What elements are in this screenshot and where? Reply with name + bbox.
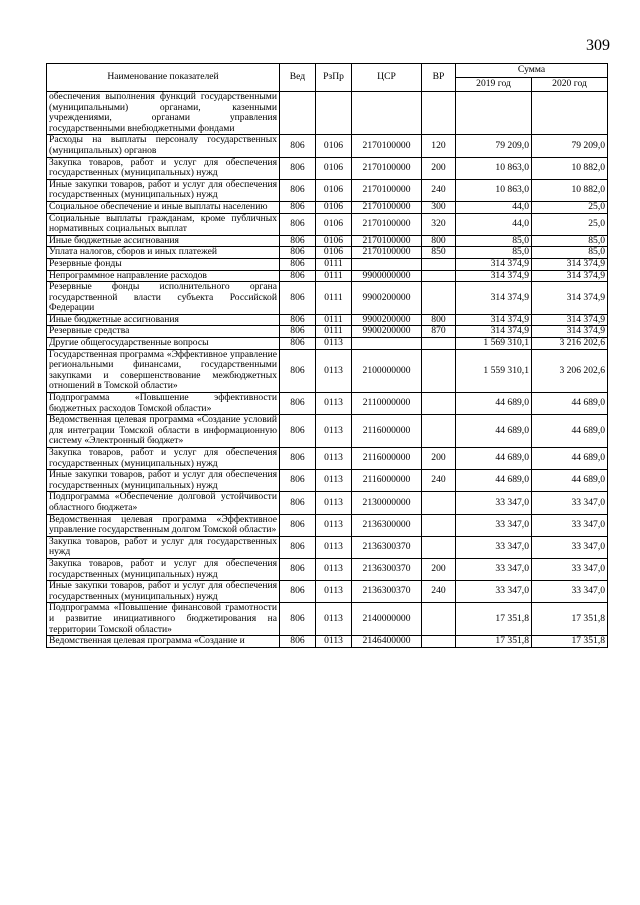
table-row bbox=[47, 92, 608, 135]
cell-rzpr: 0113 bbox=[316, 492, 352, 514]
cell-csr: 9900200000 bbox=[352, 282, 422, 315]
cell-rzpr: 0106 bbox=[316, 213, 352, 235]
cell-rzpr: 0106 bbox=[316, 247, 352, 259]
cell-2020: 25,0 bbox=[532, 201, 608, 213]
cell-vr bbox=[422, 636, 456, 648]
cell-name: Уплата налогов, сборов и иных платежей bbox=[47, 247, 280, 259]
table-row bbox=[47, 179, 608, 201]
cell-2019: 33 347,0 bbox=[456, 514, 532, 536]
table-row bbox=[47, 270, 608, 282]
cell-name: Расходы на выплаты персоналу государственных (муниципальных) органов bbox=[47, 135, 280, 157]
cell-rzpr: 0113 bbox=[316, 470, 352, 492]
cell-csr bbox=[352, 92, 422, 135]
cell-2019: 44 689,0 bbox=[456, 470, 532, 492]
cell-vr: 240 bbox=[422, 179, 456, 201]
cell-csr: 2116000000 bbox=[352, 448, 422, 470]
table-row bbox=[47, 558, 608, 580]
cell-2019 bbox=[456, 92, 532, 135]
cell-2019: 17 351,8 bbox=[456, 603, 532, 636]
cell-2020: 33 347,0 bbox=[532, 581, 608, 603]
cell-2019: 314 374,9 bbox=[456, 314, 532, 326]
cell-2019: 44,0 bbox=[456, 213, 532, 235]
cell-name: Ведомственная целевая программа «Эффективное управление государственным долгом Томской области» bbox=[47, 514, 280, 536]
table-row bbox=[47, 282, 608, 315]
cell-ved: 806 bbox=[280, 514, 316, 536]
cell-vr: 850 bbox=[422, 247, 456, 259]
cell-rzpr: 0106 bbox=[316, 157, 352, 179]
cell-vr: 200 bbox=[422, 558, 456, 580]
cell-ved: 806 bbox=[280, 201, 316, 213]
cell-ved: 806 bbox=[280, 282, 316, 315]
table-row bbox=[47, 393, 608, 415]
cell-2019: 44 689,0 bbox=[456, 415, 532, 448]
cell-ved: 806 bbox=[280, 247, 316, 259]
cell-2019: 1 559 310,1 bbox=[456, 349, 532, 392]
cell-ved: 806 bbox=[280, 213, 316, 235]
cell-csr: 2136300370 bbox=[352, 581, 422, 603]
cell-name: Закупка товаров, работ и услуг для обеспечения государственных (муниципальных) нужд bbox=[47, 157, 280, 179]
cell-rzpr: 0106 bbox=[316, 135, 352, 157]
cell-2020: 10 882,0 bbox=[532, 179, 608, 201]
cell-ved: 806 bbox=[280, 581, 316, 603]
cell-rzpr: 0113 bbox=[316, 448, 352, 470]
cell-2019: 314 374,9 bbox=[456, 326, 532, 338]
cell-vr: 870 bbox=[422, 326, 456, 338]
cell-vr: 240 bbox=[422, 581, 456, 603]
cell-name: Подпрограмма «Обеспечение долговой устойчивости областного бюджета» bbox=[47, 492, 280, 514]
table-header bbox=[47, 64, 608, 92]
cell-vr bbox=[422, 270, 456, 282]
cell-name: Резервные средства bbox=[47, 326, 280, 338]
cell-csr: 2170100000 bbox=[352, 157, 422, 179]
page-number: 309 bbox=[586, 37, 610, 54]
cell-csr: 2170100000 bbox=[352, 247, 422, 259]
cell-ved: 806 bbox=[280, 492, 316, 514]
cell-2020 bbox=[532, 92, 608, 135]
cell-name: Иные закупки товаров, работ и услуг для обеспечения государственных (муниципальных) нужд bbox=[47, 470, 280, 492]
cell-rzpr: 0113 bbox=[316, 603, 352, 636]
cell-vr: 320 bbox=[422, 213, 456, 235]
cell-csr: 2116000000 bbox=[352, 415, 422, 448]
cell-vr bbox=[422, 92, 456, 135]
cell-2019: 33 347,0 bbox=[456, 558, 532, 580]
cell-2020: 17 351,8 bbox=[532, 636, 608, 648]
cell-2020: 25,0 bbox=[532, 213, 608, 235]
cell-ved: 806 bbox=[280, 448, 316, 470]
cell-ved: 806 bbox=[280, 270, 316, 282]
cell-name: Иные закупки товаров, работ и услуг для обеспечения государственных (муниципальных) нужд bbox=[47, 581, 280, 603]
cell-2020: 314 374,9 bbox=[532, 258, 608, 270]
cell-vr bbox=[422, 514, 456, 536]
cell-csr: 9900200000 bbox=[352, 326, 422, 338]
cell-rzpr: 0106 bbox=[316, 235, 352, 247]
cell-ved: 806 bbox=[280, 338, 316, 350]
cell-vr: 120 bbox=[422, 135, 456, 157]
cell-ved: 806 bbox=[280, 157, 316, 179]
cell-2020: 44 689,0 bbox=[532, 470, 608, 492]
cell-2019: 85,0 bbox=[456, 247, 532, 259]
cell-2020: 33 347,0 bbox=[532, 558, 608, 580]
table-row bbox=[47, 247, 608, 259]
cell-name: Закупка товаров, работ и услуг для обеспечения государственных (муниципальных) нужд bbox=[47, 558, 280, 580]
cell-name: Ведомственная целевая программа «Создание и bbox=[47, 636, 280, 648]
cell-2020: 10 882,0 bbox=[532, 157, 608, 179]
cell-rzpr: 0113 bbox=[316, 581, 352, 603]
cell-ved: 806 bbox=[280, 235, 316, 247]
cell-2020: 314 374,9 bbox=[532, 326, 608, 338]
cell-csr: 2140000000 bbox=[352, 603, 422, 636]
cell-2020: 33 347,0 bbox=[532, 536, 608, 558]
cell-rzpr: 0106 bbox=[316, 201, 352, 213]
cell-2020: 44 689,0 bbox=[532, 393, 608, 415]
cell-name: Резервные фонды исполнительного органа государственной власти субъекта Российской Федерации bbox=[47, 282, 280, 315]
cell-rzpr: 0113 bbox=[316, 338, 352, 350]
cell-2020: 314 374,9 bbox=[532, 270, 608, 282]
cell-2019: 33 347,0 bbox=[456, 492, 532, 514]
header-name: Наименование показателей bbox=[47, 64, 280, 92]
table-row bbox=[47, 536, 608, 558]
cell-name: Ведомственная целевая программа «Создание условий для интеграции Томской области в информационную систему «Электронный бюджет» bbox=[47, 415, 280, 448]
header-sum: Сумма bbox=[456, 64, 608, 78]
cell-csr: 2136300370 bbox=[352, 536, 422, 558]
cell-csr: 2136300000 bbox=[352, 514, 422, 536]
header-csr: ЦСР bbox=[352, 64, 422, 92]
cell-csr: 9900200000 bbox=[352, 314, 422, 326]
cell-rzpr: 0113 bbox=[316, 558, 352, 580]
cell-csr bbox=[352, 338, 422, 350]
cell-vr: 300 bbox=[422, 201, 456, 213]
cell-name: Резервные фонды bbox=[47, 258, 280, 270]
cell-2019: 1 569 310,1 bbox=[456, 338, 532, 350]
cell-2020: 79 209,0 bbox=[532, 135, 608, 157]
cell-rzpr: 0113 bbox=[316, 393, 352, 415]
header-rzpr: РзПр bbox=[316, 64, 352, 92]
table-row bbox=[47, 470, 608, 492]
cell-2019: 10 863,0 bbox=[456, 179, 532, 201]
cell-vr bbox=[422, 603, 456, 636]
cell-ved: 806 bbox=[280, 536, 316, 558]
cell-vr bbox=[422, 349, 456, 392]
cell-name: Закупка товаров, работ и услуг для обеспечения государственных (муниципальных) нужд bbox=[47, 448, 280, 470]
table-row bbox=[47, 213, 608, 235]
cell-2019: 44,0 bbox=[456, 201, 532, 213]
table-row bbox=[47, 258, 608, 270]
table-row bbox=[47, 514, 608, 536]
cell-vr: 800 bbox=[422, 314, 456, 326]
cell-2019: 314 374,9 bbox=[456, 282, 532, 315]
cell-name: Иные закупки товаров, работ и услуг для обеспечения государственных (муниципальных) нужд bbox=[47, 179, 280, 201]
cell-2020: 3 216 202,6 bbox=[532, 338, 608, 350]
cell-rzpr: 0106 bbox=[316, 179, 352, 201]
cell-csr: 2170100000 bbox=[352, 201, 422, 213]
cell-vr bbox=[422, 338, 456, 350]
cell-ved: 806 bbox=[280, 314, 316, 326]
cell-ved: 806 bbox=[280, 179, 316, 201]
cell-2020: 33 347,0 bbox=[532, 514, 608, 536]
cell-name: Государственная программа «Эффективное управление региональными финансами, государственными закупками и совершенствование межбюджетных отношений в Томской области» bbox=[47, 349, 280, 392]
header-2019: 2019 год bbox=[456, 78, 532, 92]
cell-csr: 2170100000 bbox=[352, 179, 422, 201]
cell-csr: 2116000000 bbox=[352, 470, 422, 492]
cell-csr: 2136300370 bbox=[352, 558, 422, 580]
budget-table bbox=[46, 63, 608, 648]
cell-ved: 806 bbox=[280, 470, 316, 492]
cell-csr: 2170100000 bbox=[352, 213, 422, 235]
cell-2019: 33 347,0 bbox=[456, 536, 532, 558]
cell-name: Иные бюджетные ассигнования bbox=[47, 314, 280, 326]
cell-rzpr: 0113 bbox=[316, 536, 352, 558]
cell-2019: 33 347,0 bbox=[456, 581, 532, 603]
cell-rzpr: 0113 bbox=[316, 636, 352, 648]
table-row bbox=[47, 235, 608, 247]
cell-rzpr: 0113 bbox=[316, 514, 352, 536]
cell-2020: 3 206 202,6 bbox=[532, 349, 608, 392]
table-row bbox=[47, 492, 608, 514]
cell-name: Другие общегосударственные вопросы bbox=[47, 338, 280, 350]
header-ved: Вед bbox=[280, 64, 316, 92]
cell-ved: 806 bbox=[280, 258, 316, 270]
cell-2020: 85,0 bbox=[532, 235, 608, 247]
cell-ved: 806 bbox=[280, 349, 316, 392]
header-vr: ВР bbox=[422, 64, 456, 92]
cell-vr bbox=[422, 282, 456, 315]
table-row bbox=[47, 581, 608, 603]
cell-rzpr: 0111 bbox=[316, 258, 352, 270]
cell-2020: 44 689,0 bbox=[532, 448, 608, 470]
cell-2019: 44 689,0 bbox=[456, 393, 532, 415]
cell-name: Закупка товаров, работ и услуг для государственных нужд bbox=[47, 536, 280, 558]
cell-vr bbox=[422, 258, 456, 270]
table-row bbox=[47, 603, 608, 636]
cell-2019: 10 863,0 bbox=[456, 157, 532, 179]
cell-name: Социальное обеспечение и иные выплаты населению bbox=[47, 201, 280, 213]
cell-rzpr: 0113 bbox=[316, 415, 352, 448]
cell-csr: 2170100000 bbox=[352, 135, 422, 157]
cell-2020: 33 347,0 bbox=[532, 492, 608, 514]
cell-2019: 17 351,8 bbox=[456, 636, 532, 648]
cell-vr: 200 bbox=[422, 157, 456, 179]
cell-ved: 806 bbox=[280, 558, 316, 580]
cell-csr: 9900000000 bbox=[352, 270, 422, 282]
header-2020: 2020 год bbox=[532, 78, 608, 92]
cell-rzpr: 0111 bbox=[316, 270, 352, 282]
cell-rzpr: 0111 bbox=[316, 314, 352, 326]
cell-2019: 314 374,9 bbox=[456, 258, 532, 270]
table-row bbox=[47, 326, 608, 338]
cell-vr bbox=[422, 415, 456, 448]
cell-2020: 85,0 bbox=[532, 247, 608, 259]
cell-rzpr bbox=[316, 92, 352, 135]
cell-2019: 85,0 bbox=[456, 235, 532, 247]
cell-csr: 2170100000 bbox=[352, 235, 422, 247]
cell-rzpr: 0113 bbox=[316, 349, 352, 392]
cell-csr: 2146400000 bbox=[352, 636, 422, 648]
table-row bbox=[47, 448, 608, 470]
table-row bbox=[47, 135, 608, 157]
cell-ved: 806 bbox=[280, 393, 316, 415]
cell-name: Иные бюджетные ассигнования bbox=[47, 235, 280, 247]
cell-name: Подпрограмма «Повышение финансовой грамотности и развитие инициативного бюджетирования на территории Томской области» bbox=[47, 603, 280, 636]
cell-2020: 314 374,9 bbox=[532, 282, 608, 315]
cell-vr: 800 bbox=[422, 235, 456, 247]
table-row bbox=[47, 157, 608, 179]
cell-vr bbox=[422, 536, 456, 558]
cell-rzpr: 0111 bbox=[316, 326, 352, 338]
cell-vr bbox=[422, 492, 456, 514]
cell-vr bbox=[422, 393, 456, 415]
table-row bbox=[47, 415, 608, 448]
cell-2019: 44 689,0 bbox=[456, 448, 532, 470]
cell-2019: 79 209,0 bbox=[456, 135, 532, 157]
cell-vr: 240 bbox=[422, 470, 456, 492]
table-row bbox=[47, 201, 608, 213]
cell-csr: 2100000000 bbox=[352, 349, 422, 392]
cell-2020: 314 374,9 bbox=[532, 314, 608, 326]
cell-ved: 806 bbox=[280, 326, 316, 338]
cell-ved bbox=[280, 92, 316, 135]
cell-vr: 200 bbox=[422, 448, 456, 470]
cell-rzpr: 0111 bbox=[316, 282, 352, 315]
table-row bbox=[47, 636, 608, 648]
table-row bbox=[47, 338, 608, 350]
cell-csr: 2110000000 bbox=[352, 393, 422, 415]
cell-csr bbox=[352, 258, 422, 270]
cell-name: обеспечения выполнения функций государственными (муниципальными) органами, казенными учреждениями, органами управления государственными внебюджетными фондами bbox=[47, 92, 280, 135]
table-row bbox=[47, 314, 608, 326]
cell-name: Социальные выплаты гражданам, кроме публичных нормативных социальных выплат bbox=[47, 213, 280, 235]
cell-name: Непрограммное направление расходов bbox=[47, 270, 280, 282]
cell-ved: 806 bbox=[280, 603, 316, 636]
cell-ved: 806 bbox=[280, 636, 316, 648]
table-body bbox=[47, 92, 608, 648]
cell-2020: 17 351,8 bbox=[532, 603, 608, 636]
cell-2019: 314 374,9 bbox=[456, 270, 532, 282]
cell-2020: 44 689,0 bbox=[532, 415, 608, 448]
cell-csr: 2130000000 bbox=[352, 492, 422, 514]
cell-ved: 806 bbox=[280, 415, 316, 448]
cell-ved: 806 bbox=[280, 135, 316, 157]
table-row bbox=[47, 349, 608, 392]
cell-name: Подпрограмма «Повышение эффективности бюджетных расходов Томской области» bbox=[47, 393, 280, 415]
